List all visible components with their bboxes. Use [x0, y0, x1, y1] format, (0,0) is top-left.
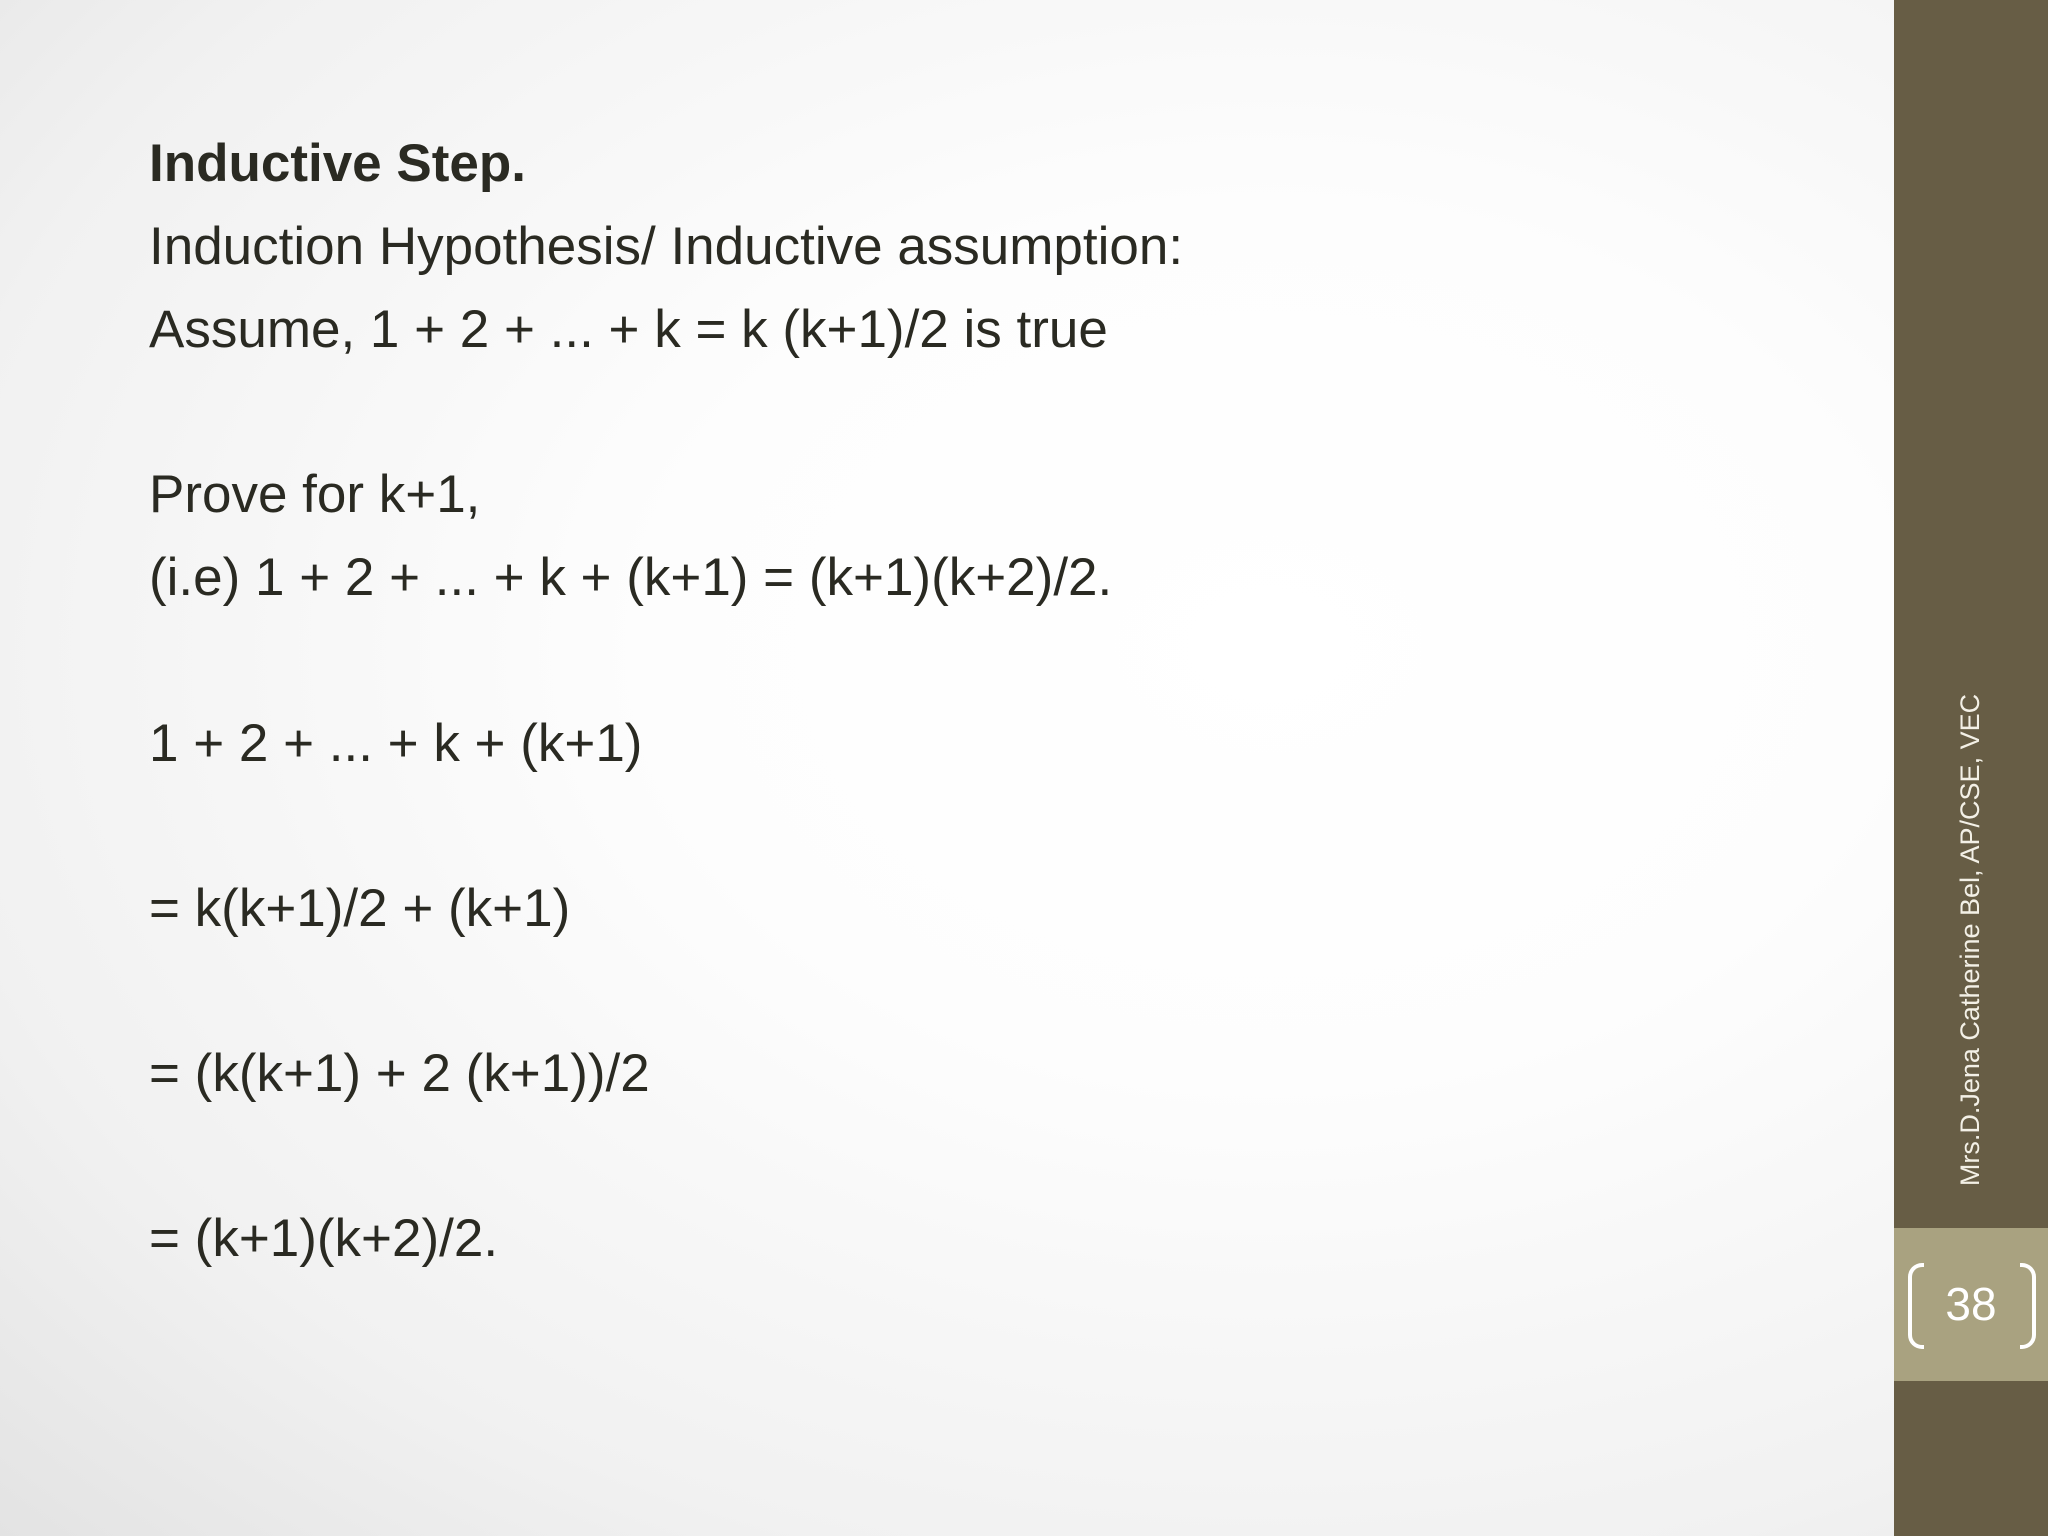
author-note: Mrs.D.Jena Catherine Bel, AP/CSE, VEC [1955, 693, 1985, 1187]
proof-step-3: = (k(k+1) + 2 (k+1))/2 [149, 1044, 650, 1103]
slide-body [149, 0, 1849, 1536]
assumption-statement: Assume, 1 + 2 + ... + k = k (k+1)/2 is true [149, 300, 1108, 359]
prove-statement: Prove for k+1, [149, 465, 481, 524]
page-number-band [1894, 1228, 2048, 1381]
proof-step-2: = k(k+1)/2 + (k+1) [149, 879, 571, 938]
induction-hypothesis-label: Induction Hypothesis/ Inductive assumption: [149, 217, 1184, 276]
proof-step-1: 1 + 2 + ... + k + (k+1) [149, 714, 643, 773]
goal-equation: (i.e) 1 + 2 + ... + k + (k+1) = (k+1)(k+2)/2. [149, 548, 1113, 607]
page-number: 38 [1945, 1278, 1997, 1330]
inductive-step-heading: Inductive Step. [149, 134, 526, 193]
proof-step-4: = (k+1)(k+2)/2. [149, 1209, 499, 1268]
